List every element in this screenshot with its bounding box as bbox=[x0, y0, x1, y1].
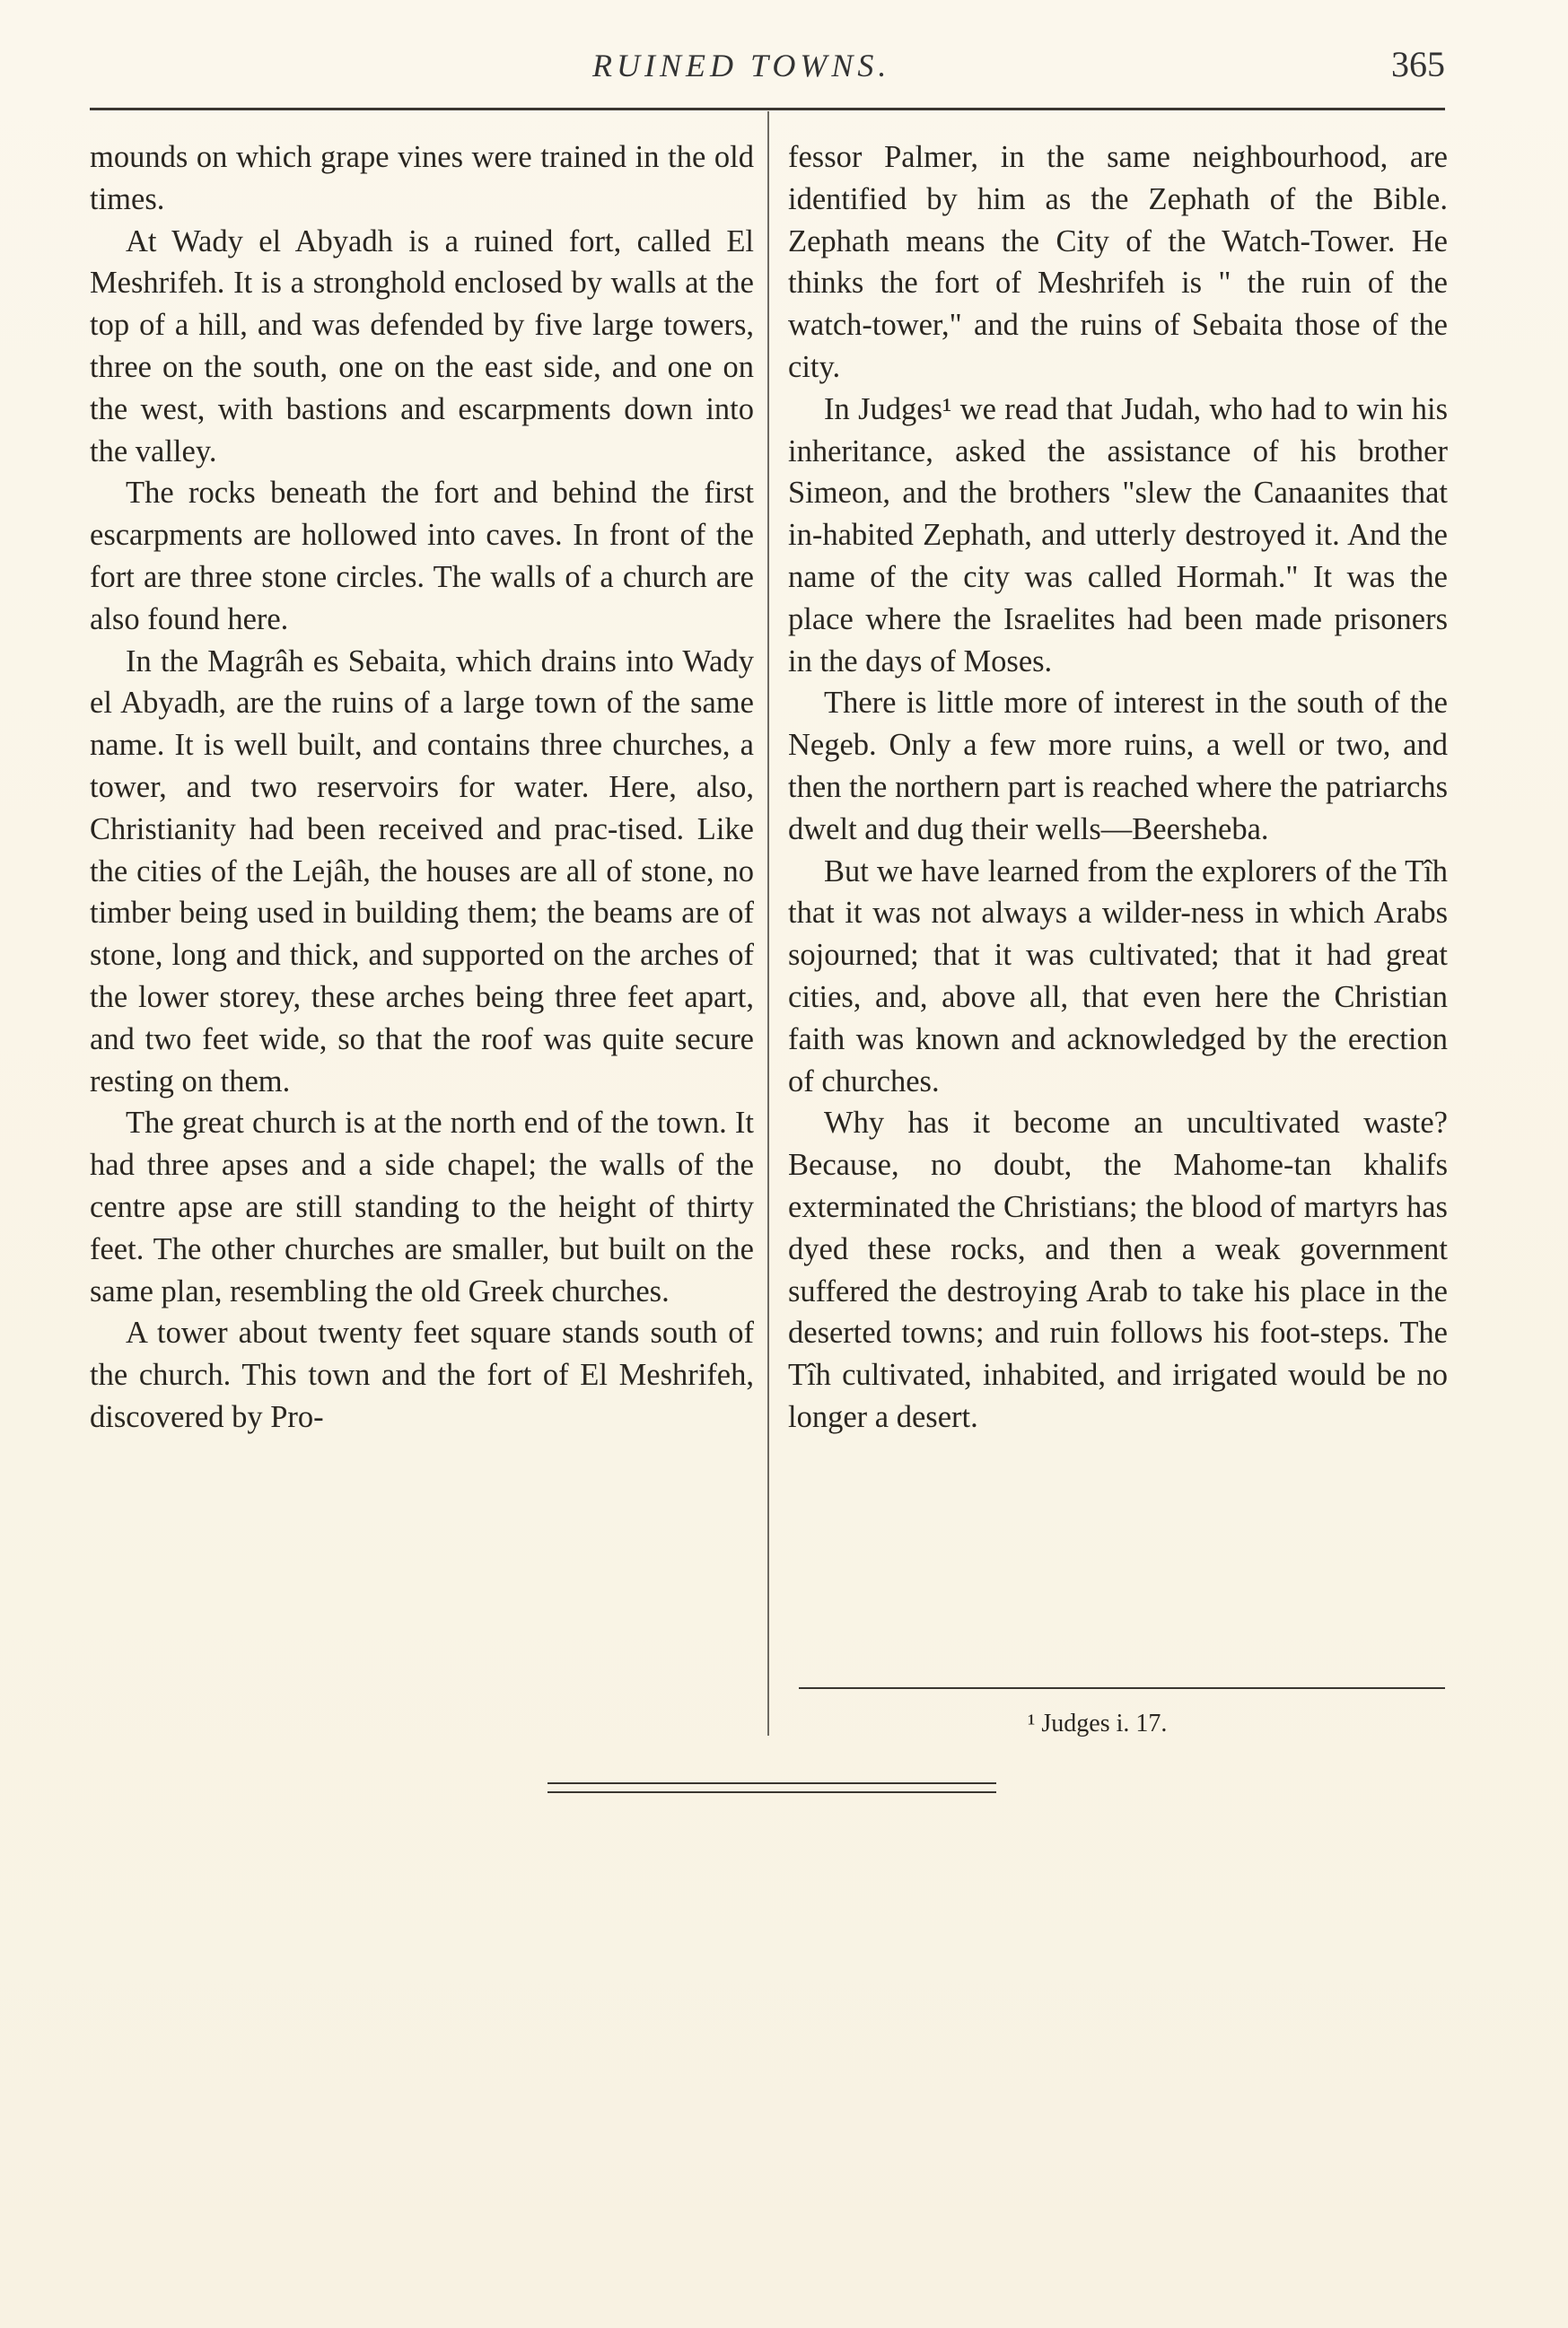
end-rule bbox=[547, 1782, 996, 1784]
header-rule bbox=[90, 108, 1445, 110]
paragraph: At Wady el Abyadh is a ruined fort, called El Meshrifeh. It is a stronghold enclosed by walls at the top of a hill, and was defended by five large towers, three on the south, one on the east side, and one on the west, with bastions and escarpments down into the valley. bbox=[90, 223, 754, 468]
paragraph: But we have learned from the explorers of the Tîh that it was not always a wilder-ness in which Arabs sojourned; that it was cultivated; that it had great cities, and, above all, that even here the Christian faith was known and acknowledged by the erection of churches. bbox=[788, 853, 1448, 1098]
footnote: ¹ Judges i. 17. bbox=[1028, 1710, 1168, 1737]
running-title: RUINED TOWNS. bbox=[592, 48, 891, 83]
paragraph: There is little more of interest in the south of the Negeb. Only a few more ruins, a well or two, and then the northern part is reached where the patriarchs dwelt and dug their wells—Beersheba. bbox=[788, 686, 1448, 846]
paragraph: Why has it become an uncultivated waste? Because, no doubt, the Mahome-tan khalifs exterminated the Christians; the blood of martyrs has dyed these rocks, and then a weak government suffered the destroying Arab to take his place in the deserted towns; and ruin follows his foot-steps. The Tîh cultivated, inhabited, and irrigated would be no longer a desert. bbox=[788, 1106, 1448, 1434]
paragraph: mounds on which grape vines were trained in the old times. bbox=[90, 140, 754, 216]
paragraph: The great church is at the north end of the town. It had three apses and a side chapel; the walls of the centre apse are still standing to the height of thirty feet. The other churches are smaller, but built on the same plan, resembling the old Greek churches. bbox=[90, 1106, 754, 1308]
page-number: 365 bbox=[1391, 44, 1445, 84]
paragraph: In the Magrâh es Sebaita, which drains into Wady el Abyadh, are the ruins of a large town of the same name. It is well built, and contains three churches, a tower, and two reservoirs for water. Here, also, Christianity had been received and prac-tised. Like the cities of the Lejâh, the houses are all of stone, no timber being used in building them; the beams are of stone, long and thick, and supported on the arches of the lower storey, these arches being three feet apart, and two feet wide, so that the roof was quite secure resting on them. bbox=[90, 643, 754, 1098]
paragraph: A tower about twenty feet square stands south of the church. This town and the fort of El Meshrifeh, discovered by Pro- bbox=[90, 1316, 754, 1434]
running-header bbox=[90, 44, 1445, 101]
right-column bbox=[788, 136, 1448, 1439]
left-column bbox=[90, 136, 754, 1439]
paragraph: The rocks beneath the fort and behind the first escarpments are hollowed into caves. In front of the fort are three stone circles. The walls of a church are also found here. bbox=[90, 476, 754, 636]
footnote-rule bbox=[799, 1687, 1445, 1689]
paragraph: In Judges¹ we read that Judah, who had to win his inheritance, asked the assistance of his brother Simeon, and the brothers "slew the Canaanites that in-habited Zephath, and utterly destroyed it. And the name of the city was called Hormah." It was the place where the Israelites had been made prisoners in the days of Moses. bbox=[788, 391, 1448, 678]
paragraph: fessor Palmer, in the same neighbourhood, are identified by him as the Zephath of the Bible. Zephath means the City of the Watch-Tower. He thinks the fort of Meshrifeh is " the ruin of the watch-tower," and the ruins of Sebaita those of the city. bbox=[788, 140, 1448, 384]
column-divider bbox=[767, 111, 769, 1736]
end-rule bbox=[547, 1791, 996, 1793]
